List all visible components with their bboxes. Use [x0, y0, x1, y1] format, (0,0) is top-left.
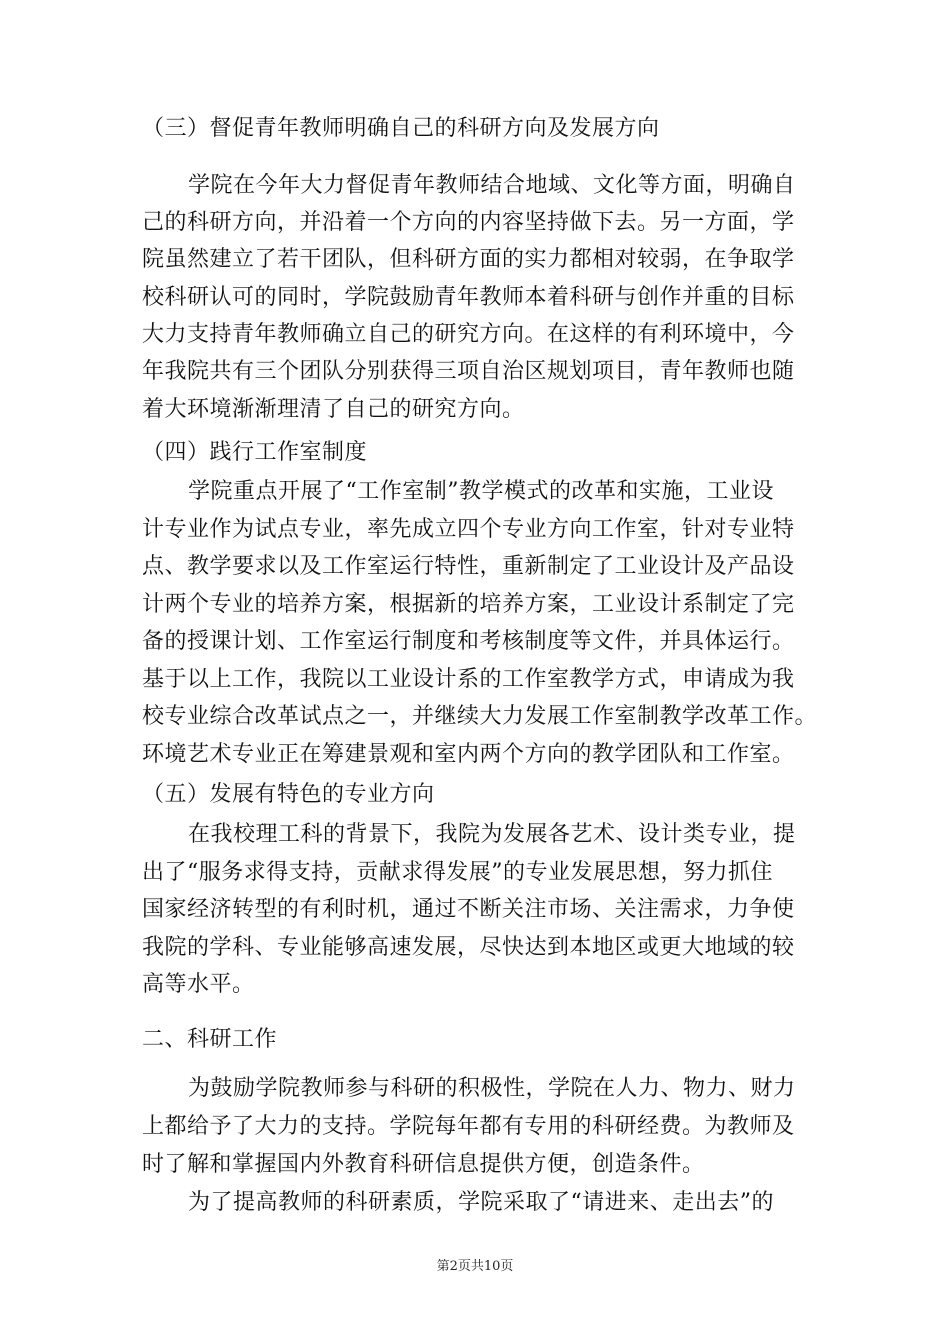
paragraph-line: 学院在今年大力督促青年教师结合地域、文化等方面，明确自: [188, 173, 796, 198]
paragraph-line: 备的授课计划、工作室运行制度和考核制度等文件，并具体运行。: [142, 629, 795, 654]
heading-research-work: 二、科研工作: [142, 1027, 278, 1052]
paragraph-line: 为鼓励学院教师参与科研的积极性，学院在人力、物力、财力: [188, 1076, 796, 1101]
paragraph-line: 计专业作为试点专业，率先成立四个专业方向工作室，针对专业特: [142, 517, 795, 542]
paragraph-line: 大力支持青年教师确立自己的研究方向。在这样的有利环境中，今: [142, 322, 795, 347]
paragraph-line: 时了解和掌握国内外教育科研信息提供方便，创造条件。: [142, 1152, 705, 1177]
paragraph-line: 校科研认可的同时，学院鼓励青年教师本着科研与创作并重的目标: [142, 285, 795, 310]
page-number-footer: 第2页共10页: [436, 1259, 514, 1274]
paragraph-line: 上都给予了大力的支持。学院每年都有专用的科研经费。为教师及: [142, 1114, 795, 1139]
paragraph-line: 计两个专业的培养方案，根据新的培养方案，工业设计系制定了完: [142, 592, 795, 617]
paragraph-line: 校专业综合改革试点之一，并继续大力发展工作室制教学改革工作。: [142, 704, 818, 729]
paragraph-line: 学院重点开展了“工作室制”教学模式的改革和实施，工业设: [188, 479, 774, 504]
paragraph-line: 着大环境渐渐理清了自己的研究方向。: [142, 397, 525, 422]
paragraph-line: 年我院共有三个团队分别获得三项自治区规划项目，青年教师也随: [142, 359, 795, 384]
paragraph-line: 国家经济转型的有利时机，通过不断关注市场、关注需求，力争使: [142, 897, 795, 922]
paragraph-line: 环境艺术专业正在筹建景观和室内两个方向的教学团队和工作室。: [142, 742, 795, 767]
paragraph-line: 为了提高教师的科研素质，学院采取了“请进来、走出去”的: [188, 1190, 774, 1215]
paragraph-line: 我院的学科、专业能够高速发展，尽快达到本地区或更大地域的较: [142, 935, 795, 960]
paragraph-line: 院虽然建立了若干团队，但科研方面的实力都相对较弱，在争取学: [142, 247, 795, 272]
paragraph-line: 点、教学要求以及工作室运行特性，重新制定了工业设计及产品设: [142, 554, 795, 579]
paragraph-line: 高等水平。: [142, 972, 255, 997]
paragraph-line: 基于以上工作，我院以工业设计系的工作室教学方式，申请成为我: [142, 667, 795, 692]
paragraph-line: 在我校理工科的背景下，我院为发展各艺术、设计类专业，提: [188, 822, 796, 847]
heading-section-3: （三）督促青年教师明确自己的科研方向及发展方向: [142, 116, 660, 141]
paragraph-line: 出了“服务求得支持，贡献求得发展”的专业发展思想，努力抓住: [142, 860, 773, 885]
heading-section-4: （四）践行工作室制度: [142, 440, 368, 465]
paragraph-line: 己的科研方向，并沿着一个方向的内容坚持做下去。另一方面，学: [142, 210, 795, 235]
heading-section-5: （五）发展有特色的专业方向: [142, 782, 435, 807]
